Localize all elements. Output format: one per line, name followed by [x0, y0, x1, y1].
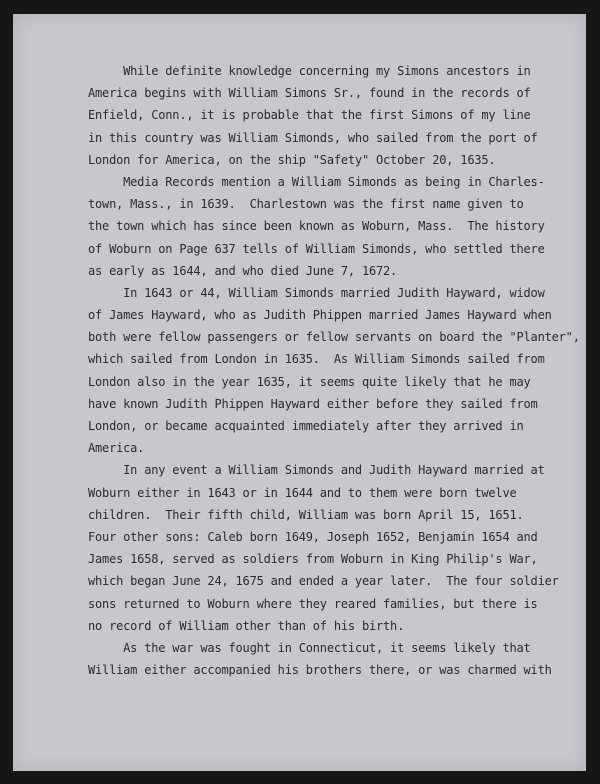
text-line: In any event a William Simonds and Judith Hayward married at — [88, 463, 545, 478]
text-line: London also in the year 1635, it seems quite likely that he may — [88, 374, 531, 389]
text-line: as early as 1644, and who died June 7, 1672. — [88, 263, 398, 278]
text-line: Enfield, Conn., it is probable that the first Simons of my line — [88, 108, 531, 123]
text-line: have known Judith Phippen Hayward either before they sailed from — [88, 396, 538, 411]
text-line: While definite knowledge concerning my Simons ancestors in — [88, 64, 531, 78]
text-line: Woburn either in 1643 or in 1644 and to them were born twelve — [88, 485, 517, 500]
text-line: which sailed from London in 1635. As William Simonds sailed from — [88, 352, 545, 367]
text-line: which began June 24, 1675 and ended a year later. The four soldier — [88, 574, 559, 589]
text-line: both were fellow passengers or fellow servants on board the "Planter", — [88, 330, 580, 345]
text-line: of James Hayward, who as Judith Phippen married James Hayward when — [88, 308, 552, 323]
text-line: children. Their fifth child, William was born April 15, 1651. — [88, 507, 524, 522]
text-line: London, or became acquainted immediately after they arrived in — [88, 419, 524, 433]
text-line: no record of William other than of his birth. — [88, 618, 405, 633]
text-line: James 1658, served as soldiers from Woburn in King Philip's War, — [88, 552, 538, 567]
text-line: London for America, on the ship "Safety" October 20, 1635. — [88, 152, 496, 167]
text-line: the town which has since been known as Woburn, Mass. The history — [88, 219, 545, 234]
text-line: Media Records mention a William Simonds as being in Charles- — [88, 174, 545, 189]
text-line: As the war was fought in Connecticut, it seems likely that — [88, 640, 531, 655]
page-body-text — [88, 60, 580, 681]
text-line: Four other sons: Caleb born 1649, Joseph 1652, Benjamin 1654 and — [88, 529, 538, 544]
text-line: America. — [88, 441, 145, 456]
text-line: America begins with William Simons Sr., found in the records of — [88, 86, 531, 101]
text-line: of Woburn on Page 637 tells of William Simonds, who settled there — [88, 241, 545, 256]
text-line: William either accompanied his brothers there, or was charmed with — [88, 663, 552, 678]
text-line: town, Mass., in 1639. Charlestown was the first name given to — [88, 197, 524, 212]
text-line: sons returned to Woburn where they reared families, but there is — [88, 596, 538, 611]
text-line: In 1643 or 44, William Simonds married Judith Hayward, widow — [88, 285, 545, 300]
text-line: in this country was William Simonds, who sailed from the port of — [88, 130, 538, 145]
